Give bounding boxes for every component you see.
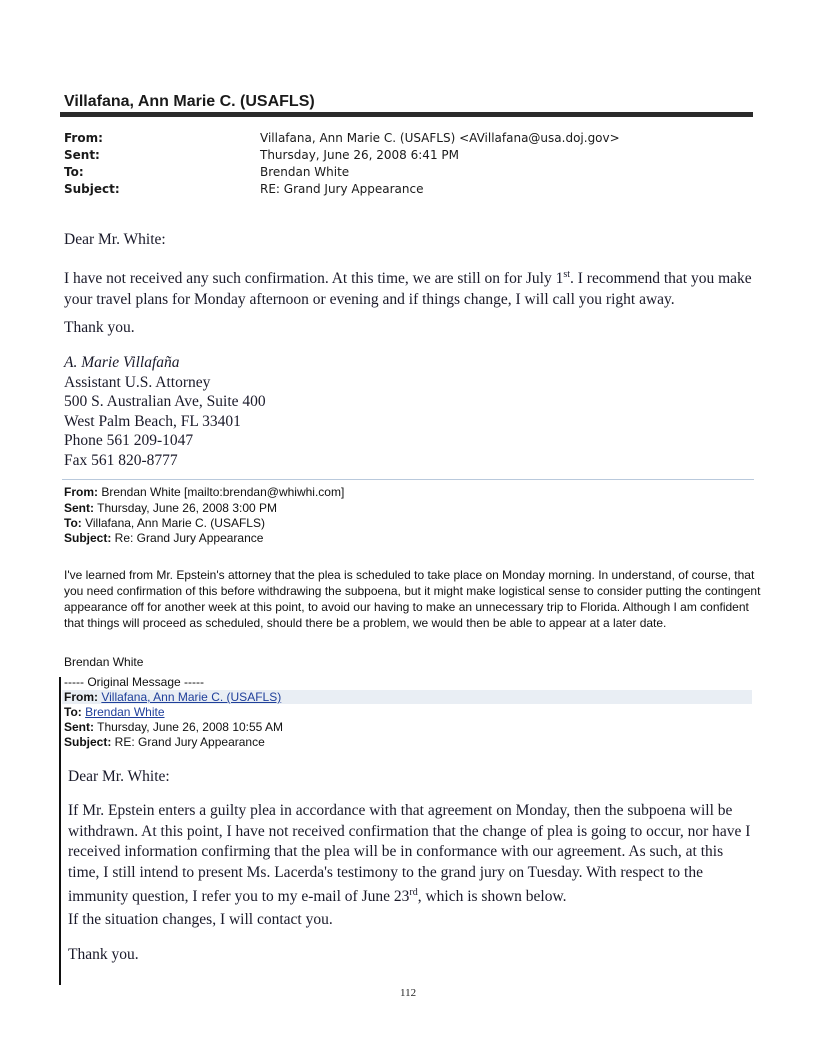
message-p1-before: I have not received any such confirmation. At this time, we are still on for July 1: [64, 270, 564, 288]
message-p1-after: . I recommend that you make your travel plans for Monday afternoon or evening and if things change, I will call you right away.: [64, 270, 752, 309]
orig-to-line: [64, 705, 165, 719]
fw-from-value: Brendan White [mailto:brendan@whiwhi.com]: [98, 485, 345, 499]
orig-thanks: Thank you.: [68, 946, 139, 963]
orig-subject-label: Subject:: [64, 735, 112, 749]
fw-from-label: From:: [64, 485, 98, 499]
message-thanks: Thank you.: [64, 319, 135, 336]
reply-divider: [62, 479, 754, 480]
from-value: Villafana, Ann Marie C. (USAFLS) <AVillafana@usa.doj.gov>: [260, 131, 620, 145]
orig-to-link[interactable]: Brendan White: [85, 705, 165, 719]
page-number: 112: [400, 987, 417, 999]
orig-p1-before: If Mr. Epstein enters a guilty plea in accordance with that agreement on Monday, then the subpoena will be withdrawn. At this point, I have not received confirmation that the change of plea is going to occur, nor have I received information confirming that the plea will be in conformance with our agreement. As such, at this time, I still intend to present Ms. Lacerda's testimony to the grand jury on Tuesday. With respect to the immunity question, I refer you to my e-mail of June 23: [68, 802, 751, 906]
subject-label: Subject:: [64, 182, 120, 196]
signature-phone: Phone 561 209-1047: [64, 432, 194, 449]
fw-to-label: To:: [64, 516, 82, 530]
message-p1-sup: st: [563, 269, 570, 280]
from-label: From:: [64, 131, 103, 145]
orig-from-line: [64, 690, 281, 704]
to-value: Brendan White: [260, 165, 350, 179]
orig-sent-value: Thursday, June 26, 2008 10:55 AM: [94, 720, 284, 734]
fw-to-line: [64, 516, 265, 530]
sent-label: Sent:: [64, 148, 100, 162]
orig-p1-after: , which is shown below.: [417, 888, 567, 906]
fw-sent-line: [64, 501, 277, 515]
to-label: To:: [64, 165, 84, 179]
orig-from-label: From:: [64, 690, 98, 704]
signature-title: Assistant U.S. Attorney: [64, 373, 211, 391]
fw-from-line: [64, 485, 344, 499]
sent-value: Thursday, June 26, 2008 6:41 PM: [260, 148, 459, 162]
orig-subject-line: [64, 735, 265, 749]
sender-name-title: Villafana, Ann Marie C. (USAFLS): [64, 93, 315, 110]
fw-signoff: Brendan White: [64, 655, 144, 669]
fw-subject-label: Subject:: [64, 531, 112, 545]
fw-body: I've learned from Mr. Epstein's attorney that the plea is scheduled to take place on Monday morning. In understand, of course, that you need confirmation of this before withdrawing the subpoena, but it might make logistical sense to consider putting the contingent appearance off for another week at this point, to avoid our having to make an unnecessary trip to Florida. Although I am confident that things will proceed as scheduled, should there be a problem, we would then be able to appear at a later date.: [64, 568, 761, 630]
message-paragraph: [64, 264, 764, 310]
orig-p1-sup: rd: [409, 887, 418, 898]
orig-subject-value: RE: Grand Jury Appearance: [111, 735, 265, 749]
orig-from-link[interactable]: Villafana, Ann Marie C. (USAFLS): [101, 690, 282, 704]
orig-paragraph: [68, 801, 758, 908]
signature-block: [64, 353, 266, 470]
signature-address2: West Palm Beach, FL 33401: [64, 412, 241, 430]
orig-sent-label: Sent:: [64, 720, 94, 734]
quote-bar: [59, 677, 61, 985]
signature-fax: Fax 561 820-8777: [64, 451, 178, 469]
signature-address1: 500 S. Australian Ave, Suite 400: [64, 393, 266, 410]
orig-p2: If the situation changes, I will contact you.: [68, 911, 333, 928]
orig-sent-line: [64, 720, 283, 734]
signature-name: A. Marie Villafaña: [64, 354, 180, 371]
fw-sent-label: Sent:: [64, 501, 94, 515]
orig-greeting: Dear Mr. White:: [68, 768, 170, 785]
orig-to-label: To:: [64, 705, 82, 719]
title-rule: [60, 112, 753, 117]
fw-subject-line: [64, 531, 263, 545]
fw-to-value: Villafana, Ann Marie C. (USAFLS): [81, 516, 265, 530]
fw-sent-value: Thursday, June 26, 2008 3:00 PM: [94, 501, 278, 515]
message-greeting: Dear Mr. White:: [64, 231, 166, 248]
original-separator: ----- Original Message -----: [64, 675, 205, 689]
fw-subject-value: Re: Grand Jury Appearance: [111, 531, 264, 545]
subject-value: RE: Grand Jury Appearance: [260, 182, 424, 196]
